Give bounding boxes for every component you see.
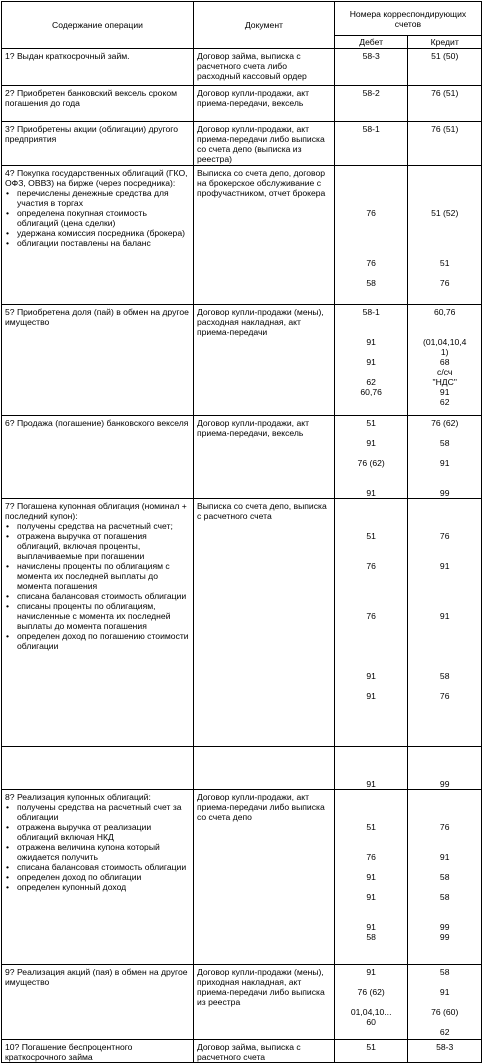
debit-cell xyxy=(334,416,408,499)
credit-cell-value: 76 xyxy=(439,531,450,541)
operation-cell xyxy=(2,49,194,86)
debit-cell-value xyxy=(336,541,407,551)
credit-cell xyxy=(408,1040,482,1063)
credit-cell-value xyxy=(409,862,480,872)
debit-cell-value: 76 xyxy=(366,611,376,621)
credit-cell-value: 76 (62) xyxy=(431,418,459,428)
debit-cell-value: 60 xyxy=(366,1017,376,1027)
debit-cell-value xyxy=(336,168,407,178)
debit-cell-value: 91 xyxy=(366,922,376,932)
debit-cell-value: 91 xyxy=(366,691,376,701)
debit-cell-value xyxy=(336,178,407,188)
debit-cell-value: 58 xyxy=(366,932,376,942)
credit-cell-value xyxy=(409,651,480,661)
credit-cell-value: 91 xyxy=(439,611,450,621)
credit-cell-value xyxy=(409,997,480,1007)
table-row xyxy=(2,965,482,1040)
table-body xyxy=(2,49,482,1063)
operation-step: • начислены проценты по облигациям с момента их последней выплаты до момента погашения xyxy=(5,561,190,591)
credit-cell-value xyxy=(409,248,480,258)
operation-step: • определен доход по погашению стоимости облигации xyxy=(5,631,190,651)
credit-cell-value xyxy=(409,902,480,912)
document-cell: Договор купли-продажи (мены), расходная накладная, акт приема-передачи xyxy=(193,305,334,416)
debit-cell-value xyxy=(336,601,407,611)
debit-cell-value: 51 xyxy=(366,822,376,832)
credit-cell-value xyxy=(409,842,480,852)
operation-title: 7? Погашена купонная облигация (номинал + последний купон): xyxy=(5,501,187,521)
operation-step: • отражена величина купона который ожидается получить xyxy=(5,842,190,862)
credit-cell-value: 76 (60) xyxy=(431,1007,459,1017)
operation-title: 2? Приобретен банковский вексель сроком погашения до года xyxy=(5,88,178,108)
operation-cell xyxy=(2,166,194,305)
document-cell: Выписка со счета депо, выписка с расчетного счета xyxy=(193,499,334,747)
credit-cell-value: 51 (52) xyxy=(431,208,459,218)
table-row xyxy=(2,1040,482,1063)
credit-cell-value xyxy=(409,178,480,188)
debit-cell-value xyxy=(336,268,407,278)
credit-cell-value xyxy=(409,428,480,438)
document-cell: Договор займа, выписка с расчетного счета либо расходный кассовый ордер xyxy=(193,49,334,86)
debit-cell-value xyxy=(336,347,407,357)
debit-cell-value: 91 xyxy=(366,337,376,347)
credit-cell-value xyxy=(409,571,480,581)
credit-cell-value xyxy=(409,681,480,691)
debit-cell-value xyxy=(336,641,407,651)
operation-title: 1? Выдан краткосрочный займ. xyxy=(5,51,130,61)
operation-step: • получены средства на расчетный счет за облигации xyxy=(5,802,190,822)
debit-cell-value xyxy=(336,198,407,208)
operation-title: 10? Погашение беспроцентного краткосрочного займа xyxy=(5,1042,133,1062)
table-row xyxy=(2,499,482,747)
credit-cell-value xyxy=(409,1017,480,1027)
credit-cell-value xyxy=(409,168,480,178)
debit-cell-value: 58-3 xyxy=(362,51,380,61)
header-debit: Дебет xyxy=(334,36,408,49)
operation-title: 8? Реализация купонных облигаций: xyxy=(5,792,151,802)
operation-title: 9? Реализация акций (пая) в обмен на другое имущество xyxy=(5,967,188,987)
debit-cell-value: 51 xyxy=(366,418,376,428)
debit-cell-value xyxy=(336,759,407,769)
debit-cell-value xyxy=(336,651,407,661)
credit-cell-value: 99 xyxy=(439,488,450,498)
debit-cell xyxy=(334,305,408,416)
credit-cell-value xyxy=(409,769,480,779)
credit-cell-value: 62 xyxy=(439,1027,450,1037)
credit-cell xyxy=(408,86,482,122)
document-cell: Договор купли-продажи, акт приема-передачи либо выписка со счета депо xyxy=(193,790,334,965)
debit-cell-value: 91 xyxy=(366,872,376,882)
document-cell: Договор купли-продажи, акт приема-передачи, вексель xyxy=(193,416,334,499)
credit-cell-value xyxy=(409,631,480,641)
header-document: Документ xyxy=(193,2,334,49)
credit-cell-value: 91 xyxy=(439,458,450,468)
credit-cell-value xyxy=(409,882,480,892)
header-credit: Кредит xyxy=(408,36,482,49)
credit-cell-value xyxy=(409,812,480,822)
credit-cell-value: 99 xyxy=(439,922,450,932)
operation-title: 3? Приобретены акции (облигации) другого предприятия xyxy=(5,124,178,144)
debit-cell-value xyxy=(336,428,407,438)
credit-cell-value xyxy=(409,792,480,802)
debit-cell-value: 51 xyxy=(366,531,376,541)
debit-cell xyxy=(334,1040,408,1063)
credit-cell-value: 76 xyxy=(439,822,450,832)
debit-cell xyxy=(334,49,408,86)
credit-cell-value xyxy=(409,661,480,671)
debit-cell-value: 60,76 xyxy=(360,387,382,397)
credit-cell-value: 1) xyxy=(440,347,449,357)
credit-cell xyxy=(408,305,482,416)
operation-step: • отражена выручка от погашения облигаций, включая проценты, выплачиваемые при погашении xyxy=(5,531,190,561)
debit-cell xyxy=(334,747,408,790)
operation-cell xyxy=(2,86,194,122)
credit-cell-value xyxy=(409,581,480,591)
debit-cell-value xyxy=(336,862,407,872)
operation-step: • определен купонный доход xyxy=(5,882,190,892)
credit-cell-value: 76 xyxy=(439,278,450,288)
credit-cell-value: 91 xyxy=(439,852,450,862)
debit-cell-value xyxy=(336,769,407,779)
debit-cell-value: 58 xyxy=(366,278,376,288)
debit-cell-value xyxy=(336,997,407,1007)
operation-cell xyxy=(2,122,194,166)
operation-cell xyxy=(2,1040,194,1063)
debit-cell-value: 76 xyxy=(366,258,376,268)
credit-cell-value: 58 xyxy=(439,438,450,448)
debit-cell-value: 51 xyxy=(366,1042,376,1052)
credit-cell-value: 60,76 xyxy=(433,307,456,317)
operation-step: • списана балансовая стоимость облигации xyxy=(5,591,190,601)
credit-cell xyxy=(408,49,482,86)
debit-cell-value xyxy=(336,571,407,581)
debit-cell-value xyxy=(336,218,407,228)
credit-cell-value xyxy=(409,977,480,987)
credit-cell-value xyxy=(409,591,480,601)
credit-cell-value xyxy=(409,468,480,478)
debit-cell-value: 91 xyxy=(366,357,376,367)
credit-cell-value xyxy=(409,551,480,561)
debit-cell-value xyxy=(336,977,407,987)
operation-cell xyxy=(2,790,194,965)
header-operation-content: Содержание операции xyxy=(2,2,194,49)
debit-cell-value: 91 xyxy=(366,779,376,789)
credit-cell-value xyxy=(409,749,480,759)
debit-cell-value xyxy=(336,749,407,759)
operation-step: • удержана комиссия посредника (брокера) xyxy=(5,228,190,238)
debit-cell-value xyxy=(336,581,407,591)
table-row xyxy=(2,166,482,305)
credit-cell-value: 76 (51) xyxy=(431,124,459,134)
credit-cell-value: 58 xyxy=(439,967,450,977)
credit-cell xyxy=(408,747,482,790)
credit-cell-value xyxy=(409,478,480,488)
credit-cell-value xyxy=(409,327,480,337)
debit-cell-value: 58-1 xyxy=(362,124,380,134)
credit-cell-value xyxy=(409,621,480,631)
debit-cell-value: 91 xyxy=(366,892,376,902)
credit-cell-value: 99 xyxy=(439,779,450,789)
debit-cell-value xyxy=(336,802,407,812)
document-cell: Договор купли-продажи, акт приема-передачи, вексель xyxy=(193,86,334,122)
debit-cell-value xyxy=(336,792,407,802)
debit-cell-value xyxy=(336,468,407,478)
debit-cell-value: 91 xyxy=(366,438,376,448)
debit-cell xyxy=(334,790,408,965)
debit-cell xyxy=(334,122,408,166)
document-cell: Договор купли-продажи (мены), приходная накладная, акт приема-передачи либо выписка из реестра xyxy=(193,965,334,1040)
credit-cell-value xyxy=(409,317,480,327)
credit-cell-value: (01,04,10,4 xyxy=(422,337,467,347)
table-row xyxy=(2,122,482,166)
credit-cell-value xyxy=(409,218,480,228)
operation-step: • списаны проценты по облигациям, начисленные с момента их последней выплаты до момента погашения xyxy=(5,601,190,631)
debit-cell-value xyxy=(336,681,407,691)
credit-cell-value xyxy=(409,511,480,521)
debit-cell-value xyxy=(336,448,407,458)
debit-cell-value: 91 xyxy=(366,967,376,977)
credit-cell-value xyxy=(409,198,480,208)
debit-cell-value: 76 (62) xyxy=(357,987,385,997)
operation-step: • списана балансовая стоимость облигации xyxy=(5,862,190,872)
debit-cell-value: 91 xyxy=(366,488,376,498)
table-row xyxy=(2,416,482,499)
debit-cell-value xyxy=(336,902,407,912)
debit-cell-value xyxy=(336,248,407,258)
debit-cell-value: 91 xyxy=(366,671,376,681)
credit-cell-value xyxy=(409,521,480,531)
credit-cell-value xyxy=(409,268,480,278)
debit-cell-value: 58-2 xyxy=(362,88,380,98)
credit-cell xyxy=(408,790,482,965)
operation-step: • получены средства на расчетный счет; xyxy=(5,521,190,531)
credit-cell-value xyxy=(409,188,480,198)
debit-cell-value: 62 xyxy=(366,377,376,387)
debit-cell-value xyxy=(336,912,407,922)
credit-cell xyxy=(408,499,482,747)
credit-cell-value xyxy=(409,832,480,842)
credit-cell-value: с/сч xyxy=(437,367,453,377)
debit-cell-value xyxy=(336,521,407,531)
debit-cell-value xyxy=(336,238,407,248)
operation-cell xyxy=(2,416,194,499)
credit-cell-value: "НДС" xyxy=(432,377,457,387)
debit-cell xyxy=(334,499,408,747)
operation-title: 6? Продажа (погашение) банковского векселя xyxy=(5,418,189,428)
debit-cell-value xyxy=(336,832,407,842)
debit-cell-value xyxy=(336,882,407,892)
credit-cell-value xyxy=(409,541,480,551)
debit-cell-value xyxy=(336,842,407,852)
debit-cell-value xyxy=(336,228,407,238)
debit-cell-value xyxy=(336,812,407,822)
credit-cell-value xyxy=(409,448,480,458)
credit-cell-value xyxy=(409,228,480,238)
credit-cell-value: 91 xyxy=(439,387,450,397)
debit-cell-value: 76 (62) xyxy=(357,458,385,468)
document-cell: Выписка со счета депо, договор на брокерское обслуживание с профучастником, отчет брокера xyxy=(193,166,334,305)
credit-cell-value: 91 xyxy=(439,987,450,997)
debit-cell-value: 01,04,10... xyxy=(350,1007,392,1017)
operation-step: • перечислены денежные средства для участия в торгах xyxy=(5,188,190,208)
credit-cell-value xyxy=(409,912,480,922)
credit-cell-value: 68 xyxy=(439,357,450,367)
document-cell: Договор займа, выписка с расчетного счета xyxy=(193,1040,334,1063)
credit-cell-value: 62 xyxy=(439,397,450,407)
debit-cell-value xyxy=(336,631,407,641)
credit-cell-value: 58-3 xyxy=(436,1042,454,1052)
debit-cell xyxy=(334,965,408,1040)
operation-step: • определена покупная стоимость облигаций (цена сделки) xyxy=(5,208,190,228)
credit-cell-value: 51 (50) xyxy=(431,51,459,61)
operation-cell xyxy=(2,965,194,1040)
table-row xyxy=(2,790,482,965)
debit-cell-value: 58-1 xyxy=(362,307,380,317)
debit-cell-value xyxy=(336,501,407,511)
credit-cell-value: 91 xyxy=(439,561,450,571)
credit-cell-value: 76 (51) xyxy=(431,88,459,98)
debit-cell-value: 76 xyxy=(366,852,376,862)
document-cell xyxy=(193,747,334,790)
debit-cell-value xyxy=(336,367,407,377)
credit-cell-value xyxy=(409,802,480,812)
document-cell: Договор купли-продажи, акт приема-передачи либо выписка со счета депо (выписка из реестра) xyxy=(193,122,334,166)
table-row xyxy=(2,747,482,790)
table-row xyxy=(2,49,482,86)
credit-cell-value: 58 xyxy=(439,671,450,681)
debit-cell-value xyxy=(336,317,407,327)
operation-title: 4? Покупка государственных облигаций (ГКО, ОФЗ, ОВВЗ) на бирже (через посредника): xyxy=(5,168,188,188)
credit-cell xyxy=(408,122,482,166)
credit-cell-value xyxy=(409,501,480,511)
operation-step: • определен доход по облигации xyxy=(5,872,190,882)
operation-step: • облигации поставлены на баланс xyxy=(5,238,190,248)
accounting-entries-table xyxy=(1,1,482,1063)
credit-cell-value: 58 xyxy=(439,872,450,882)
credit-cell-value: 58 xyxy=(439,892,450,902)
operation-title: 5? Приобретена доля (пай) в обмен на другое имущество xyxy=(5,307,189,327)
debit-cell-value: 76 xyxy=(366,561,376,571)
header-account-numbers: Номера корреспондирующих счетов xyxy=(334,2,481,36)
credit-cell-value: 76 xyxy=(439,691,450,701)
debit-cell-value xyxy=(336,591,407,601)
debit-cell xyxy=(334,86,408,122)
operation-step: • отражена выручка от реализации облигаций включая НКД xyxy=(5,822,190,842)
operation-cell xyxy=(2,499,194,747)
credit-cell-value xyxy=(409,601,480,611)
debit-cell xyxy=(334,166,408,305)
credit-cell xyxy=(408,416,482,499)
credit-cell xyxy=(408,965,482,1040)
debit-cell-value xyxy=(336,327,407,337)
debit-cell-value xyxy=(336,621,407,631)
credit-cell-value xyxy=(409,759,480,769)
debit-cell-value: 76 xyxy=(366,208,376,218)
debit-cell-value xyxy=(336,478,407,488)
credit-cell-value xyxy=(409,238,480,248)
debit-cell-value xyxy=(336,188,407,198)
debit-cell-value xyxy=(336,511,407,521)
debit-cell-value xyxy=(336,661,407,671)
operation-cell xyxy=(2,305,194,416)
table-row xyxy=(2,86,482,122)
credit-cell-value: 99 xyxy=(439,932,450,942)
credit-cell-value xyxy=(409,641,480,651)
credit-cell-value: 51 xyxy=(439,258,450,268)
operation-cell xyxy=(2,747,194,790)
table-row xyxy=(2,305,482,416)
credit-cell xyxy=(408,166,482,305)
debit-cell-value xyxy=(336,551,407,561)
